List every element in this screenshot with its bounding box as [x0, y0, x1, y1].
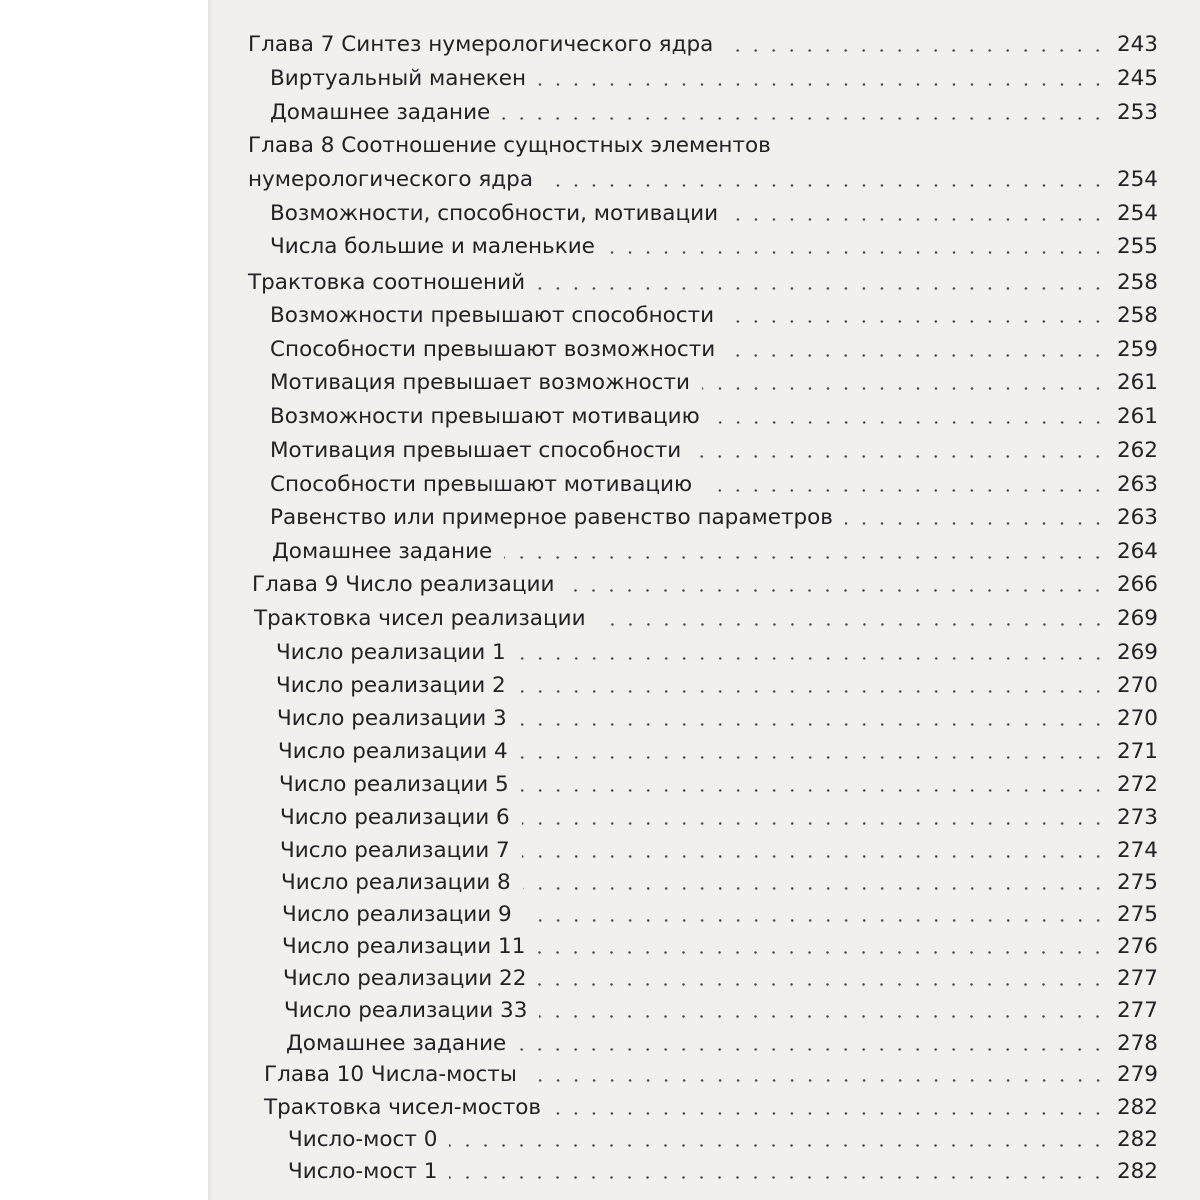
dot-leader — [598, 623, 1107, 626]
dot-leader — [730, 218, 1107, 221]
toc-entry-page: 279 — [1116, 1062, 1158, 1087]
toc-entry-title: Возможности превышают мотивацию — [270, 404, 700, 429]
toc-entry-title: Способности превышают мотивацию — [270, 472, 693, 497]
dot-leader — [523, 887, 1107, 890]
toc-entry-title: Число реализации 33 — [284, 998, 528, 1023]
toc-entry-title: Числа большие и маленькие — [270, 234, 595, 259]
dot-leader — [693, 455, 1107, 458]
toc-entry-page: 254 — [1116, 167, 1158, 192]
toc-entry-title: Число реализации 2 — [276, 673, 506, 698]
dot-leader — [519, 723, 1107, 726]
toc-entry — [248, 129, 1158, 162]
toc-entry — [286, 1027, 1158, 1060]
dot-leader — [522, 822, 1107, 825]
toc-entry-page: 282 — [1116, 1127, 1158, 1152]
toc-entry — [248, 28, 1158, 61]
toc-entry-page: 255 — [1116, 234, 1158, 259]
toc-entry-title: Виртуальный манекен — [270, 66, 526, 91]
dot-leader — [712, 421, 1107, 424]
toc-entry — [270, 96, 1158, 129]
toc-entry-page: 270 — [1116, 706, 1158, 731]
toc-entry-title: Число реализации 22 — [283, 966, 527, 991]
toc-entry — [288, 1123, 1158, 1156]
dot-leader — [521, 789, 1107, 792]
dot-leader — [518, 1048, 1107, 1051]
toc-entry-page: 272 — [1116, 772, 1158, 797]
toc-entry — [288, 1155, 1158, 1188]
toc-entry-page: 261 — [1116, 370, 1158, 395]
toc-entry — [248, 163, 1158, 196]
toc-entry-title: Глава 8 Соотношение сущностных элементов — [248, 133, 771, 158]
toc-entry-title: Глава 9 Число реализации — [252, 572, 555, 597]
toc-entry-title: Возможности превышают способности — [270, 303, 715, 328]
dot-leader — [537, 287, 1107, 290]
toc-entry-page: 263 — [1116, 472, 1158, 497]
toc-entry-page: 273 — [1116, 805, 1158, 830]
toc-entry-title: Глава 10 Числа-мосты — [264, 1062, 517, 1087]
toc-entry-page: 266 — [1116, 572, 1158, 597]
toc-entry-page: 277 — [1116, 998, 1158, 1023]
toc-entry-page: 269 — [1116, 640, 1158, 665]
dot-leader — [518, 690, 1107, 693]
toc-entry — [282, 898, 1158, 931]
toc-entry — [270, 230, 1158, 263]
dot-leader — [545, 184, 1107, 187]
toc-entry-page: 282 — [1116, 1095, 1158, 1120]
toc-entry-title: нумерологического ядра — [248, 167, 533, 192]
toc-entry-page: 264 — [1116, 539, 1158, 564]
toc-entry-title: Число реализации 4 — [278, 739, 508, 764]
toc-entry-page: 278 — [1116, 1031, 1158, 1056]
toc-entry — [270, 62, 1158, 95]
toc-entry — [276, 669, 1158, 702]
dot-leader — [607, 251, 1107, 254]
toc-entry-page: 261 — [1116, 404, 1158, 429]
toc-entry — [284, 994, 1158, 1027]
toc-entry — [270, 366, 1158, 399]
dot-leader — [520, 756, 1107, 759]
toc-entry-title: Глава 7 Синтез нумерологического ядра — [248, 32, 714, 57]
toc-entry-title: Трактовка чисел-мостов — [264, 1095, 542, 1120]
dot-leader — [725, 49, 1107, 52]
toc-entry — [282, 930, 1158, 963]
toc-entry — [264, 1058, 1158, 1091]
toc-entry-page: 274 — [1116, 838, 1158, 863]
toc-entry — [248, 266, 1158, 299]
toc-entry-title: Равенство или примерное равенство параметров — [270, 505, 833, 530]
toc-entry — [278, 735, 1158, 768]
toc-entry-page: 245 — [1116, 66, 1158, 91]
dot-leader — [537, 951, 1107, 954]
dot-leader — [529, 1079, 1107, 1082]
toc-entry-page: 253 — [1116, 100, 1158, 125]
toc-entry-page: 282 — [1116, 1159, 1158, 1184]
toc-entry-title: Мотивация превышает возможности — [270, 370, 690, 395]
toc-entry — [270, 333, 1158, 366]
toc-entry-title: Число реализации 7 — [280, 838, 510, 863]
dot-leader — [449, 1176, 1107, 1179]
toc-entry — [283, 962, 1158, 995]
dot-leader — [727, 354, 1107, 357]
toc-entry — [270, 468, 1158, 501]
dot-leader — [518, 657, 1107, 660]
dot-leader — [502, 117, 1107, 120]
toc-entry-title: Мотивация превышает способности — [270, 438, 682, 463]
book-page — [208, 0, 1200, 1200]
toc-entry-page: 262 — [1116, 438, 1158, 463]
toc-entry-title: Домашнее задание — [270, 100, 491, 125]
page-edge-shadow — [208, 0, 214, 1200]
toc-entry-title: Число-мост 0 — [288, 1127, 438, 1152]
dot-leader — [704, 489, 1107, 492]
toc-entry — [270, 299, 1158, 332]
dot-leader — [524, 919, 1107, 922]
toc-entry-page: 259 — [1116, 337, 1158, 362]
toc-entry — [281, 866, 1158, 899]
toc-entry-title: Число реализации 5 — [279, 772, 509, 797]
toc-entry-title: Возможности, способности, мотивации — [270, 201, 719, 226]
toc-entry-title: Домашнее задание — [272, 539, 493, 564]
toc-entry-page: 258 — [1116, 270, 1158, 295]
toc-entry-title: Трактовка соотношений — [248, 270, 526, 295]
dot-leader — [538, 983, 1107, 986]
toc-entry — [276, 636, 1158, 669]
toc-entry-page: 275 — [1116, 870, 1158, 895]
toc-entry-title: Число реализации 6 — [280, 805, 510, 830]
toc-entry-page: 275 — [1116, 902, 1158, 927]
toc-entry-page: 263 — [1116, 505, 1158, 530]
dot-leader — [553, 1112, 1107, 1115]
toc-entry-title: Способности превышают возможности — [270, 337, 716, 362]
toc-entry — [277, 702, 1158, 735]
dot-leader — [539, 1015, 1107, 1018]
toc-entry — [264, 1091, 1158, 1124]
toc-entry — [272, 535, 1158, 568]
dot-leader — [538, 83, 1107, 86]
dot-leader — [522, 855, 1107, 858]
toc-entry-title: Число-мост 1 — [288, 1159, 438, 1184]
toc-entry-page: 243 — [1116, 32, 1158, 57]
toc-entry-page: 258 — [1116, 303, 1158, 328]
toc-entry-title: Трактовка чисел реализации — [254, 606, 586, 631]
toc-entry — [252, 568, 1158, 601]
toc-entry-page: 277 — [1116, 966, 1158, 991]
dot-leader — [449, 1144, 1107, 1147]
toc-entry — [280, 834, 1158, 867]
toc-entry — [270, 197, 1158, 230]
toc-entry-title: Число реализации 8 — [281, 870, 511, 895]
toc-entry-page: 276 — [1116, 934, 1158, 959]
toc-entry — [279, 768, 1158, 801]
toc-entry-title: Число реализации 11 — [282, 934, 526, 959]
toc-entry — [254, 602, 1158, 635]
toc-entry-title: Домашнее задание — [286, 1031, 507, 1056]
dot-leader — [504, 556, 1107, 559]
dot-leader — [845, 522, 1107, 525]
toc-entry-page: 254 — [1116, 201, 1158, 226]
dot-leader — [726, 320, 1107, 323]
dot-leader — [702, 387, 1107, 390]
toc-entry-page: 271 — [1116, 739, 1158, 764]
toc-entry — [270, 434, 1158, 467]
toc-entry — [270, 400, 1158, 433]
toc-entry — [270, 501, 1158, 534]
toc-entry-title: Число реализации 1 — [276, 640, 506, 665]
dot-leader — [566, 589, 1107, 592]
toc-entry-title: Число реализации 9 — [282, 902, 512, 927]
toc-entry-title: Число реализации 3 — [277, 706, 507, 731]
toc-entry — [280, 801, 1158, 834]
toc-entry-page: 269 — [1116, 606, 1158, 631]
toc-entry-page: 270 — [1116, 673, 1158, 698]
